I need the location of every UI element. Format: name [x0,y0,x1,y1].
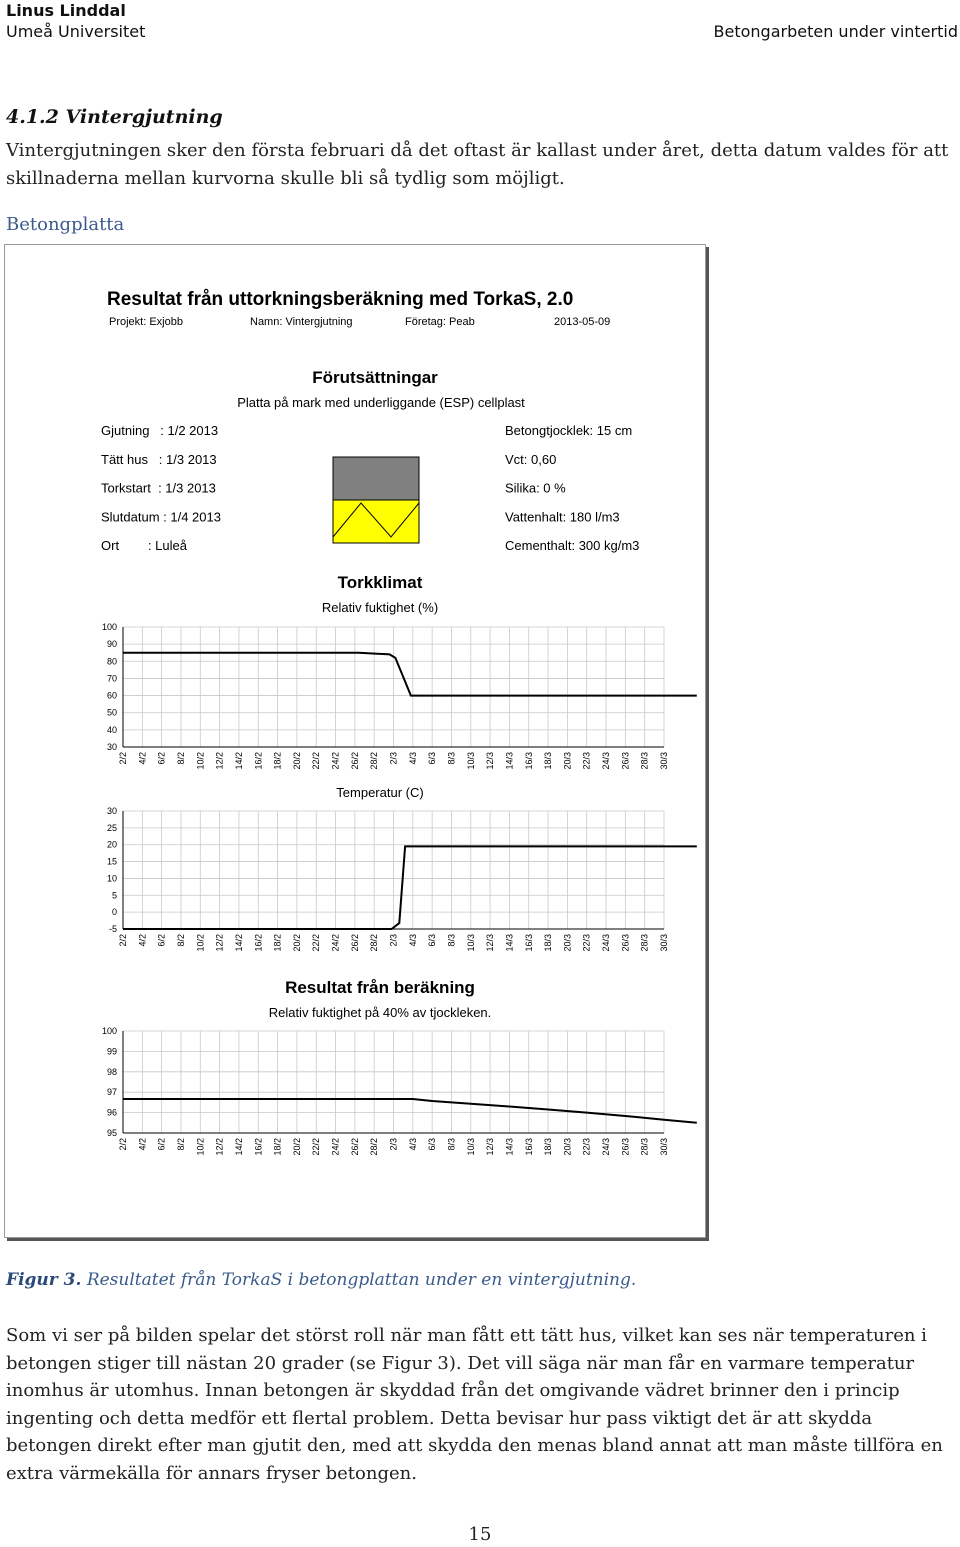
x-tick-label: 20/3 [562,752,573,770]
x-tick-label: 26/2 [349,934,360,952]
y-tick-label: 95 [106,1128,117,1138]
left-param-3: Slutdatum : 1/4 2013 [101,509,221,525]
x-tick-label: 12/2 [214,1138,225,1156]
x-tick-label: 8/2 [175,1138,186,1151]
y-tick-label: 30 [106,742,117,752]
x-tick-label: 18/3 [543,752,554,770]
x-tick-label: 26/3 [620,752,631,770]
x-tick-label: 16/3 [523,752,534,770]
x-tick-label: 28/3 [639,752,650,770]
preconditions-title: Förutsättningar [312,368,438,387]
x-tick-label: 10/3 [465,1138,476,1156]
x-tick-label: 20/2 [291,1138,302,1156]
y-tick-label: -5 [108,924,117,934]
y-tick-label: 10 [106,873,117,884]
x-tick-label: 4/3 [407,1138,418,1151]
y-tick-label: 5 [111,890,117,901]
x-tick-label: 2/3 [388,934,399,947]
x-tick-label: 18/3 [543,1138,554,1156]
header-author: Linus Linddal [6,1,126,20]
x-tick-label: 18/2 [272,1138,283,1156]
x-tick-label: 4/3 [407,934,418,947]
x-tick-label: 22/2 [311,1138,322,1156]
y-tick-label: 80 [106,656,117,667]
x-tick-label: 2/2 [118,934,128,947]
x-tick-label: 6/2 [156,752,167,765]
concrete-layer [333,457,419,500]
x-tick-label: 18/2 [272,752,283,770]
right-param-0: Betongtjocklek: 15 cm [505,423,633,438]
x-tick-label: 10/3 [465,752,476,770]
x-tick-label: 16/2 [253,934,264,952]
x-tick-label: 16/2 [253,1138,264,1156]
header-university: Umeå Universitet [6,22,146,41]
x-tick-label: 8/2 [175,934,186,947]
x-tick-label: 14/2 [233,1138,244,1156]
x-tick-label: 24/3 [601,752,612,770]
x-tick-label: 10/2 [195,752,206,770]
x-tick-label: 2/2 [118,752,128,765]
x-tick-label: 22/2 [311,752,322,770]
body-paragraph: Som vi ser på bilden spelar det störst roll när man fått ett tätt hus, vilket kan ses när temperaturen i betongen stiger till nästan 20 grader (se Figur 3). Det vill säga när man får en varmare temperatur inomhus är utomhus. Innan betongen är skyddad från det omgivande vädret brinner den i princip ingenting och detta medför ett flertal problem. Detta bevisar hur pass viktigt det är att skydda betongen direkt efter man gjutit den, med att skydda den menas bland annat att man måste tillföra en extra värmekälla för annars fryser betongen. [6,1325,943,1484]
x-tick-label: 22/3 [581,752,592,770]
left-parameters [101,423,221,553]
x-tick-label: 28/2 [369,1138,380,1156]
x-tick-label: 20/2 [291,934,302,952]
y-tick-label: 70 [106,673,117,684]
x-tick-label: 6/2 [156,1138,167,1151]
x-tick-label: 16/3 [523,1138,534,1156]
right-param-2: Silika: 0 % [505,480,566,496]
y-tick-label: 60 [106,690,117,701]
x-tick-label: 12/3 [485,752,496,770]
x-tick-label: 10/3 [465,934,476,952]
right-param-4: Cementhalt: 300 kg/m3 [505,538,640,554]
series-line-0 [123,653,697,696]
x-tick-label: 30/3 [659,1138,669,1156]
x-tick-label: 28/3 [639,934,650,952]
report-date: 2013-05-09 [554,316,611,328]
drying-climate-title: Torkklimat [337,573,423,592]
charts-group [102,600,697,1156]
y-tick-label: 15 [106,856,117,867]
series-line-0 [123,1099,697,1123]
y-tick-label: 50 [106,707,117,718]
torkas-report-svg [5,245,705,1237]
chart-title-1: Temperatur (C) [336,785,424,800]
x-tick-label: 22/3 [581,934,592,952]
x-tick-label: 14/2 [233,934,244,952]
y-tick-label: 25 [106,822,117,833]
x-tick-label: 12/3 [485,934,496,952]
left-param-0: Gjutning : 1/2 2013 [101,423,219,438]
x-tick-label: 30/3 [659,752,669,770]
caption-text: Resultatet från TorkaS i betongplattan under en vintergjutning. [86,1270,637,1290]
x-tick-label: 26/2 [349,752,360,770]
x-tick-label: 22/2 [311,934,322,952]
right-param-1: Vct: 0,60 [505,451,557,467]
x-tick-label: 4/2 [137,752,148,765]
caption-label: Figur 3. [6,1270,82,1290]
x-tick-label: 8/3 [446,1138,457,1151]
x-tick-label: 26/2 [349,1138,360,1156]
x-tick-label: 26/3 [620,1138,631,1156]
x-tick-label: 2/3 [388,752,399,765]
x-tick-label: 14/3 [504,752,515,770]
x-tick-label: 26/3 [620,934,631,952]
y-tick-label: 20 [106,839,117,850]
x-tick-label: 18/2 [272,934,283,952]
x-tick-label: 6/3 [427,934,438,947]
x-tick-label: 10/2 [195,1138,206,1156]
x-tick-label: 20/3 [562,1138,573,1156]
report-title: Resultat från uttorkningsberäkning med TorkaS, 2.0 [107,289,574,310]
x-tick-label: 14/3 [504,934,515,952]
chart-2 [102,1005,697,1156]
x-tick-label: 22/3 [581,1138,592,1156]
y-tick-label: 99 [106,1046,117,1057]
x-tick-label: 24/3 [601,934,612,952]
x-tick-label: 30/3 [659,934,669,952]
y-tick-label: 0 [111,907,117,918]
left-param-1: Tätt hus : 1/3 2013 [101,451,217,467]
x-tick-label: 8/3 [446,752,457,765]
x-tick-label: 2/2 [118,1138,128,1151]
x-tick-label: 2/3 [388,1138,399,1151]
y-tick-label: 98 [106,1066,117,1077]
left-param-4: Ort : Luleå [101,538,187,554]
x-tick-label: 24/2 [330,934,341,952]
x-tick-label: 12/3 [485,1138,496,1156]
chart-title-0: Relativ fuktighet (%) [321,600,439,615]
report-name: Namn: Vintergjutning [250,316,353,328]
result-title: Resultat från beräkning [285,978,475,997]
x-tick-label: 4/2 [137,1138,148,1151]
page-number: 15 [468,1524,492,1545]
subheading: Betongplatta [6,214,125,235]
x-tick-label: 8/2 [175,752,186,765]
left-param-2: Torkstart : 1/3 2013 [101,480,216,496]
y-tick-label: 30 [106,806,117,816]
y-tick-label: 97 [106,1087,117,1098]
report-project: Projekt: Exjobb [109,316,183,328]
x-tick-label: 4/2 [137,934,148,947]
x-tick-label: 20/2 [291,752,302,770]
x-tick-label: 4/3 [407,752,418,765]
y-tick-label: 100 [101,1026,117,1036]
chart-1 [107,785,697,952]
x-tick-label: 20/3 [562,934,573,952]
x-tick-label: 10/2 [195,934,206,952]
x-tick-label: 14/2 [233,752,244,770]
x-tick-label: 24/3 [601,1138,612,1156]
x-tick-label: 28/3 [639,1138,650,1156]
x-tick-label: 28/2 [369,934,380,952]
report-company: Företag: Peab [405,316,475,328]
x-tick-label: 24/2 [330,1138,341,1156]
y-tick-label: 40 [106,724,117,735]
section-title: 4.1.2 Vintergjutning [6,106,223,128]
x-tick-label: 14/3 [504,1138,515,1156]
x-tick-label: 16/2 [253,752,264,770]
x-tick-label: 24/2 [330,752,341,770]
right-param-3: Vattenhalt: 180 l/m3 [505,509,620,525]
preconditions-subtitle: Platta på mark med underliggande (ESP) cellplast [237,395,525,410]
x-tick-label: 6/3 [427,752,438,765]
x-tick-label: 6/3 [427,1138,438,1151]
x-tick-label: 12/2 [214,752,225,770]
x-tick-label: 16/3 [523,934,534,952]
right-parameters [505,423,639,553]
x-tick-label: 6/2 [156,934,167,947]
figure-caption [6,1270,636,1290]
x-tick-label: 18/3 [543,934,554,952]
intro-paragraph: Vintergjutningen sker den första februari då det oftast är kallast under året, detta datum valdes för att skillnaderna mellan kurvorna skulle bli så tydlig som möjligt. [6,140,949,189]
x-tick-label: 8/3 [446,934,457,947]
x-tick-label: 28/2 [369,752,380,770]
chart-title-2: Relativ fuktighet på 40% av tjockleken. [268,1005,492,1020]
x-tick-label: 12/2 [214,934,225,952]
torkas-figure [4,244,706,1238]
y-tick-label: 96 [106,1107,117,1118]
y-tick-label: 90 [106,639,117,650]
y-tick-label: 100 [101,622,117,632]
chart-0 [102,600,697,770]
header-document-title: Betongarbeten under vintertid [713,22,958,41]
series-line-0 [123,846,697,929]
